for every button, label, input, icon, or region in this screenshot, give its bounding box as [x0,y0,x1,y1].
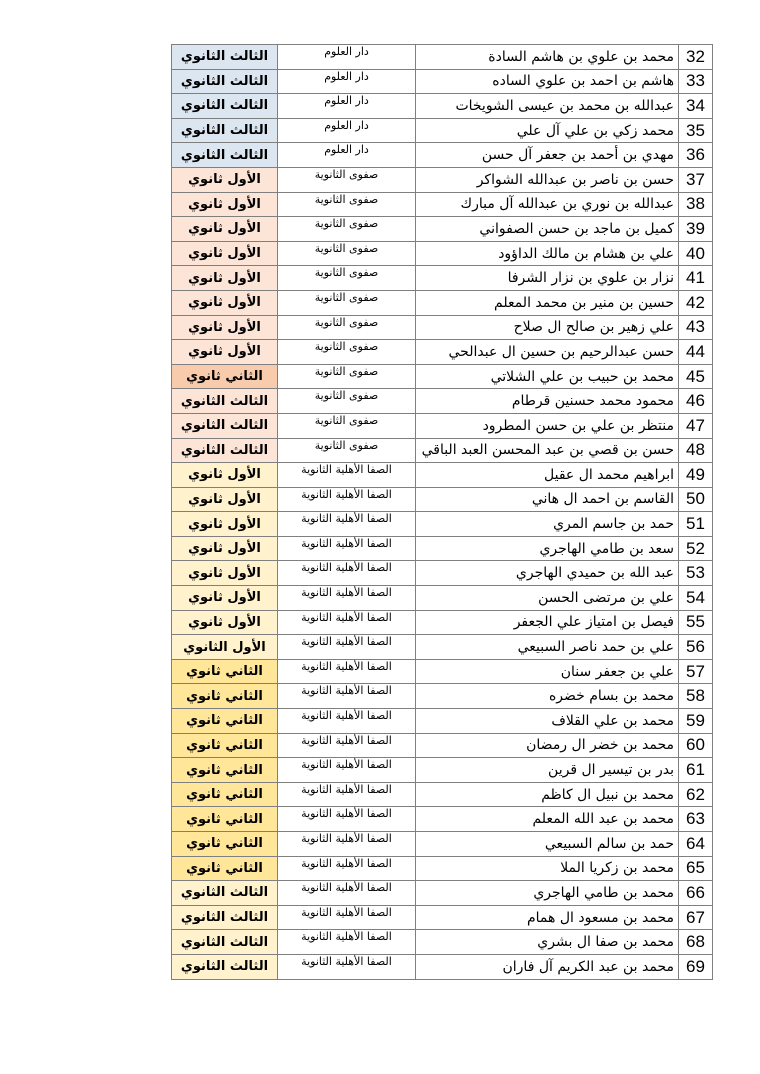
grade-level-cell: الثاني ثانوي [172,807,278,832]
table-row [172,709,713,734]
row-number-cell: 36 [679,143,713,168]
school-name-cell: صفوى الثانوية [278,192,416,217]
grade-level-cell: الأول ثانوي [172,463,278,488]
student-name-cell: حسن عبدالرحيم بن حسين ال عبدالحي [416,340,679,365]
row-number-cell: 48 [679,438,713,463]
row-number-cell: 65 [679,856,713,881]
school-name-cell: دار العلوم [278,143,416,168]
grade-level-cell: الأول ثانوي [172,266,278,291]
grade-level-cell: الثالث الثانوي [172,143,278,168]
student-name-cell: حسن بن قصي بن عبد المحسن العبد الباقي [416,438,679,463]
school-name-cell: صفوى الثانوية [278,266,416,291]
grade-level-cell: الأول ثانوي [172,561,278,586]
school-name-cell: صفوى الثانوية [278,315,416,340]
grade-level-cell: الثاني ثانوي [172,856,278,881]
school-name-cell: الصفا الأهلية الثانوية [278,807,416,832]
school-name-cell: صفوى الثانوية [278,413,416,438]
school-name-cell: الصفا الأهلية الثانوية [278,635,416,660]
row-number-cell: 54 [679,586,713,611]
row-number-cell: 43 [679,315,713,340]
school-name-cell: الصفا الأهلية الثانوية [278,709,416,734]
row-number-cell: 34 [679,94,713,119]
grade-level-cell: الأول ثانوي [172,610,278,635]
table-row [172,290,713,315]
roster-body [172,45,713,980]
grade-level-cell: الأول ثانوي [172,512,278,537]
grade-level-cell: الأول ثانوي [172,536,278,561]
table-row [172,905,713,930]
row-number-cell: 63 [679,807,713,832]
grade-level-cell: الأول ثانوي [172,586,278,611]
student-name-cell: محمد بن عبد الكريم آل فاران [416,954,679,979]
grade-level-cell: الثالث الثانوي [172,45,278,70]
table-row [172,782,713,807]
row-number-cell: 68 [679,930,713,955]
row-number-cell: 62 [679,782,713,807]
table-row [172,143,713,168]
school-name-cell: دار العلوم [278,118,416,143]
grade-level-cell: الأول ثانوي [172,217,278,242]
row-number-cell: 67 [679,905,713,930]
grade-level-cell: الثالث الثانوي [172,930,278,955]
row-number-cell: 61 [679,758,713,783]
table-row [172,266,713,291]
student-roster-table [171,44,713,980]
table-row [172,69,713,94]
table-row [172,167,713,192]
table-row [172,340,713,365]
row-number-cell: 45 [679,364,713,389]
row-number-cell: 49 [679,463,713,488]
student-name-cell: علي زهير بن صالح ال صلاح [416,315,679,340]
row-number-cell: 50 [679,487,713,512]
student-name-cell: علي بن جعفر سنان [416,659,679,684]
grade-level-cell: الثاني ثانوي [172,733,278,758]
student-name-cell: حمد بن سالم السبيعي [416,832,679,857]
row-number-cell: 32 [679,45,713,70]
table-row [172,930,713,955]
grade-level-cell: الثاني ثانوي [172,709,278,734]
student-name-cell: محمد بن زكريا الملا [416,856,679,881]
student-name-cell: فيصل بن امتياز علي الجعفر [416,610,679,635]
grade-level-cell: الثالث الثانوي [172,954,278,979]
table-row [172,217,713,242]
school-name-cell: الصفا الأهلية الثانوية [278,832,416,857]
grade-level-cell: الثالث الثانوي [172,69,278,94]
student-name-cell: عبد الله بن حميدي الهاجري [416,561,679,586]
school-name-cell: الصفا الأهلية الثانوية [278,930,416,955]
row-number-cell: 52 [679,536,713,561]
school-name-cell: صفوى الثانوية [278,290,416,315]
table-row [172,118,713,143]
row-number-cell: 57 [679,659,713,684]
school-name-cell: الصفا الأهلية الثانوية [278,758,416,783]
row-number-cell: 42 [679,290,713,315]
row-number-cell: 44 [679,340,713,365]
table-row [172,364,713,389]
student-name-cell: منتظر بن علي بن حسن المطرود [416,413,679,438]
row-number-cell: 46 [679,389,713,414]
table-row [172,315,713,340]
student-name-cell: محمد بن علوي بن هاشم السادة [416,45,679,70]
school-name-cell: الصفا الأهلية الثانوية [278,586,416,611]
row-number-cell: 41 [679,266,713,291]
student-name-cell: محمد بن علي القلاف [416,709,679,734]
row-number-cell: 60 [679,733,713,758]
table-row [172,487,713,512]
row-number-cell: 40 [679,241,713,266]
student-name-cell: بدر بن تيسير ال قرين [416,758,679,783]
row-number-cell: 35 [679,118,713,143]
row-number-cell: 55 [679,610,713,635]
student-name-cell: محمد بن حبيب بن علي الشلاتي [416,364,679,389]
table-row [172,610,713,635]
row-number-cell: 66 [679,881,713,906]
student-name-cell: حمد بن جاسم المري [416,512,679,537]
table-row [172,512,713,537]
row-number-cell: 33 [679,69,713,94]
grade-level-cell: الثالث الثانوي [172,905,278,930]
school-name-cell: صفوى الثانوية [278,340,416,365]
school-name-cell: الصفا الأهلية الثانوية [278,512,416,537]
student-name-cell: مهدي بن أحمد بن جعفر آل حسن [416,143,679,168]
row-number-cell: 58 [679,684,713,709]
school-name-cell: الصفا الأهلية الثانوية [278,610,416,635]
table-row [172,807,713,832]
student-name-cell: عبدالله بن نوري بن عبدالله آل مبارك [416,192,679,217]
school-name-cell: الصفا الأهلية الثانوية [278,954,416,979]
student-name-cell: حسن بن ناصر بن عبدالله الشواكر [416,167,679,192]
table-row [172,758,713,783]
grade-level-cell: الأول الثانوي [172,635,278,660]
table-row [172,192,713,217]
table-row [172,389,713,414]
school-name-cell: دار العلوم [278,45,416,70]
school-name-cell: الصفا الأهلية الثانوية [278,905,416,930]
table-row [172,561,713,586]
table-row [172,438,713,463]
table-row [172,463,713,488]
grade-level-cell: الثاني ثانوي [172,364,278,389]
grade-level-cell: الثالث الثانوي [172,389,278,414]
student-name-cell: محمود محمد حسنين قرطام [416,389,679,414]
grade-level-cell: الأول ثانوي [172,315,278,340]
grade-level-cell: الثالث الثانوي [172,94,278,119]
row-number-cell: 53 [679,561,713,586]
grade-level-cell: الثالث الثانوي [172,438,278,463]
student-name-cell: كميل بن ماجد بن حسن الصفواني [416,217,679,242]
table-row [172,684,713,709]
student-name-cell: نزار بن علوي بن نزار الشرفا [416,266,679,291]
row-number-cell: 64 [679,832,713,857]
school-name-cell: الصفا الأهلية الثانوية [278,684,416,709]
grade-level-cell: الثاني ثانوي [172,758,278,783]
grade-level-cell: الثاني ثانوي [172,782,278,807]
student-name-cell: علي بن هشام بن مالك الداؤود [416,241,679,266]
student-name-cell: عبدالله بن محمد بن عيسى الشويخات [416,94,679,119]
table-row [172,45,713,70]
table-row [172,241,713,266]
table-row [172,536,713,561]
school-name-cell: الصفا الأهلية الثانوية [278,561,416,586]
school-name-cell: دار العلوم [278,69,416,94]
grade-level-cell: الأول ثانوي [172,192,278,217]
table-row [172,413,713,438]
student-name-cell: سعد بن طامي الهاجري [416,536,679,561]
grade-level-cell: الثاني ثانوي [172,659,278,684]
table-row [172,659,713,684]
school-name-cell: الصفا الأهلية الثانوية [278,782,416,807]
student-name-cell: هاشم بن احمد بن علوي الساده [416,69,679,94]
table-row [172,94,713,119]
table-row [172,832,713,857]
student-name-cell: محمد بن مسعود ال همام [416,905,679,930]
row-number-cell: 51 [679,512,713,537]
student-name-cell: محمد بن بسام خضره [416,684,679,709]
school-name-cell: صفوى الثانوية [278,167,416,192]
row-number-cell: 69 [679,954,713,979]
student-name-cell: محمد بن عبد الله المعلم [416,807,679,832]
grade-level-cell: الثالث الثانوي [172,413,278,438]
grade-level-cell: الثاني ثانوي [172,684,278,709]
school-name-cell: الصفا الأهلية الثانوية [278,881,416,906]
student-name-cell: علي بن حمد ناصر السبيعي [416,635,679,660]
school-name-cell: الصفا الأهلية الثانوية [278,463,416,488]
student-name-cell: علي بن مرتضى الحسن [416,586,679,611]
table-row [172,635,713,660]
student-name-cell: محمد بن صفا ال بشري [416,930,679,955]
school-name-cell: صفوى الثانوية [278,241,416,266]
grade-level-cell: الأول ثانوي [172,340,278,365]
table-row [172,856,713,881]
grade-level-cell: الأول ثانوي [172,167,278,192]
table-row [172,954,713,979]
student-name-cell: محمد بن خضر ال رمضان [416,733,679,758]
school-name-cell: الصفا الأهلية الثانوية [278,733,416,758]
school-name-cell: صفوى الثانوية [278,217,416,242]
table-row [172,881,713,906]
school-name-cell: الصفا الأهلية الثانوية [278,659,416,684]
grade-level-cell: الأول ثانوي [172,241,278,266]
school-name-cell: دار العلوم [278,94,416,119]
school-name-cell: صفوى الثانوية [278,438,416,463]
school-name-cell: الصفا الأهلية الثانوية [278,536,416,561]
grade-level-cell: الثالث الثانوي [172,881,278,906]
row-number-cell: 38 [679,192,713,217]
school-name-cell: الصفا الأهلية الثانوية [278,487,416,512]
grade-level-cell: الثاني ثانوي [172,832,278,857]
school-name-cell: صفوى الثانوية [278,389,416,414]
grade-level-cell: الأول ثانوي [172,487,278,512]
school-name-cell: الصفا الأهلية الثانوية [278,856,416,881]
row-number-cell: 47 [679,413,713,438]
row-number-cell: 56 [679,635,713,660]
student-name-cell: حسين بن منير بن محمد المعلم [416,290,679,315]
row-number-cell: 39 [679,217,713,242]
grade-level-cell: الثالث الثانوي [172,118,278,143]
student-name-cell: محمد بن نبيل ال كاظم [416,782,679,807]
student-name-cell: القاسم بن احمد ال هاني [416,487,679,512]
school-name-cell: صفوى الثانوية [278,364,416,389]
table-row [172,733,713,758]
table-row [172,586,713,611]
student-name-cell: محمد بن طامي الهاجري [416,881,679,906]
row-number-cell: 59 [679,709,713,734]
grade-level-cell: الأول ثانوي [172,290,278,315]
student-name-cell: ابراهيم محمد ال عقيل [416,463,679,488]
row-number-cell: 37 [679,167,713,192]
student-name-cell: محمد زكي بن علي آل علي [416,118,679,143]
